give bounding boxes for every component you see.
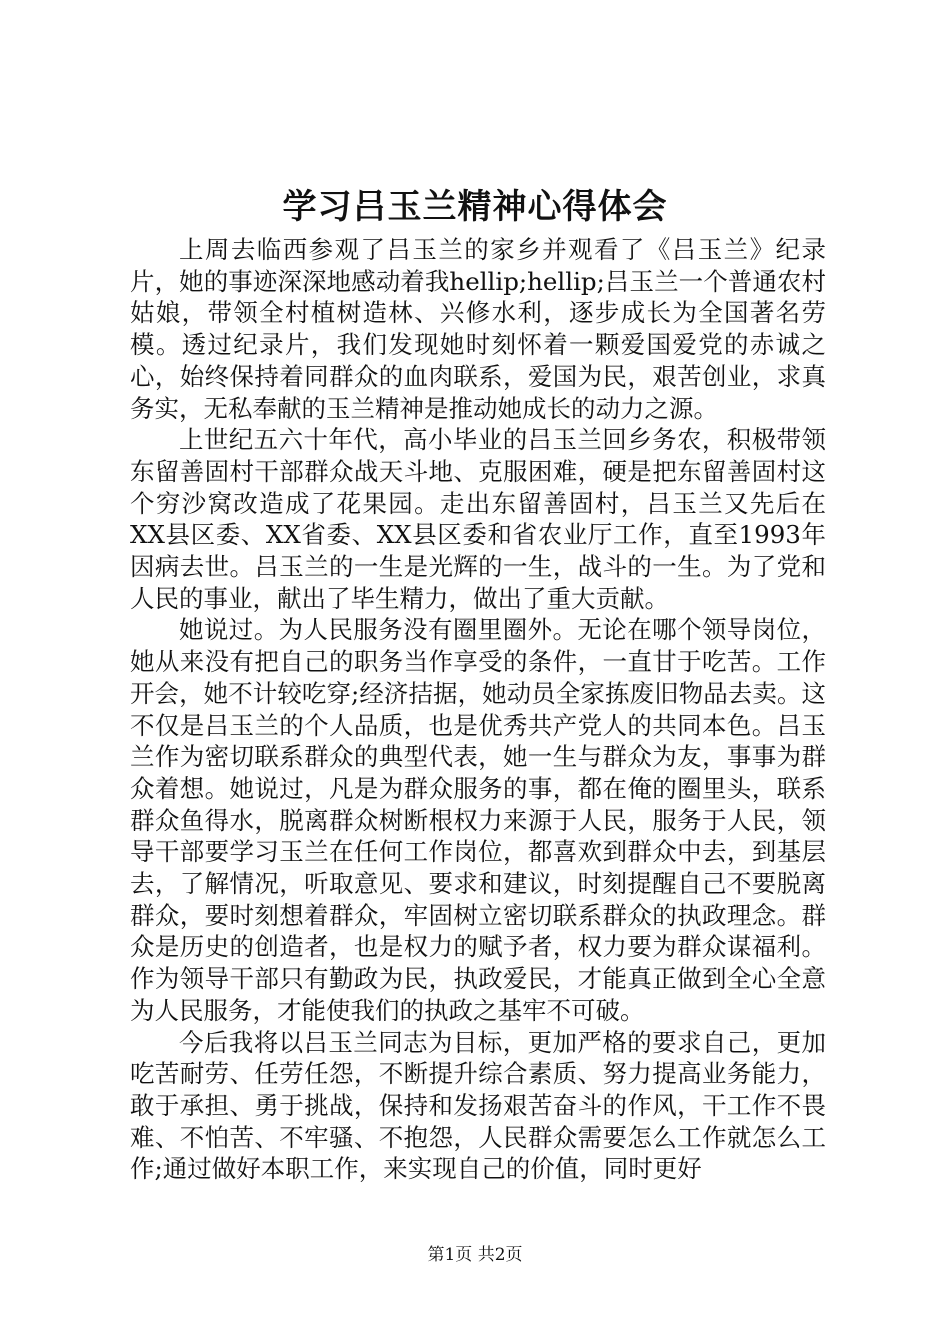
document-body bbox=[130, 234, 826, 1185]
paragraph-2: 上世纪五六十年代，高小毕业的吕玉兰回乡务农，积极带领东留善固村干部群众战天斗地、克服困难，硬是把东留善固村这个穷沙窝改造成了花果园。走出东留善固村，吕玉兰又先后在XX县区委、XX省委、XX县区委和省农业厅工作，直至1993年因病去世。吕玉兰的一生是光辉的一生，战斗的一生。为了党和人民的事业，献出了毕生精力，做出了重大贡献。 bbox=[130, 425, 826, 613]
paragraph-3: 她说过。为人民服务没有圈里圈外。无论在哪个领导岗位，她从来没有把自己的职务当作享受的条件，一直甘于吃苦。工作开会，她不计较吃穿;经济拮据，她动员全家拣废旧物品去卖。这不仅是吕玉兰的个人品质，也是优秀共产党人的共同本色。吕玉兰作为密切联系群众的典型代表，她一生与群众为友，事事为群众着想。她说过，凡是为群众服务的事，都在俺的圈里头，联系群众鱼得水，脱离群众树断根权力来源于人民，服务于人民，领导干部要学习玉兰在任何工作岗位，都喜欢到群众中去，到基层去，了解情况，听取意见、要求和建议，时刻提醒自己不要脱离群众，要时刻想着群众，牢固树立密切联系群众的执政理念。群众是历史的创造者，也是权力的赋予者，权力要为群众谋福利。作为领导干部只有勤政为民，执政爱民，才能真正做到全心全意为人民服务，才能使我们的执政之基牢不可破。 bbox=[130, 615, 826, 1025]
paragraph-4: 今后我将以吕玉兰同志为目标，更加严格的要求自己，更加吃苦耐劳、任劳任怨，不断提升综合素质、努力提高业务能力，敢于承担、勇于挑战，保持和发扬艰苦奋斗的作风，干工作不畏难、不怕苦、不牢骚、不抱怨，人民群众需要怎么工作就怎么工作;通过做好本职工作，来实现自己的价值，同时更好 bbox=[130, 1027, 826, 1184]
paragraph-1: 上周去临西参观了吕玉兰的家乡并观看了《吕玉兰》纪录片，她的事迹深深地感动着我hellip;hellip;吕玉兰一个普通农村姑娘，带领全村植树造林、兴修水利，逐步成长为全国著名劳模。透过纪录片，我们发现她时刻怀着一颗爱国爱党的赤诚之心，始终保持着同群众的血肉联系，爱国为民，艰苦创业，求真务实，无私奉献的玉兰精神是推动她成长的动力之源。 bbox=[130, 235, 826, 423]
document-title: 学习吕玉兰精神心得体会 bbox=[282, 187, 668, 227]
page-number-footer: 第1页 共2页 bbox=[427, 1245, 523, 1265]
